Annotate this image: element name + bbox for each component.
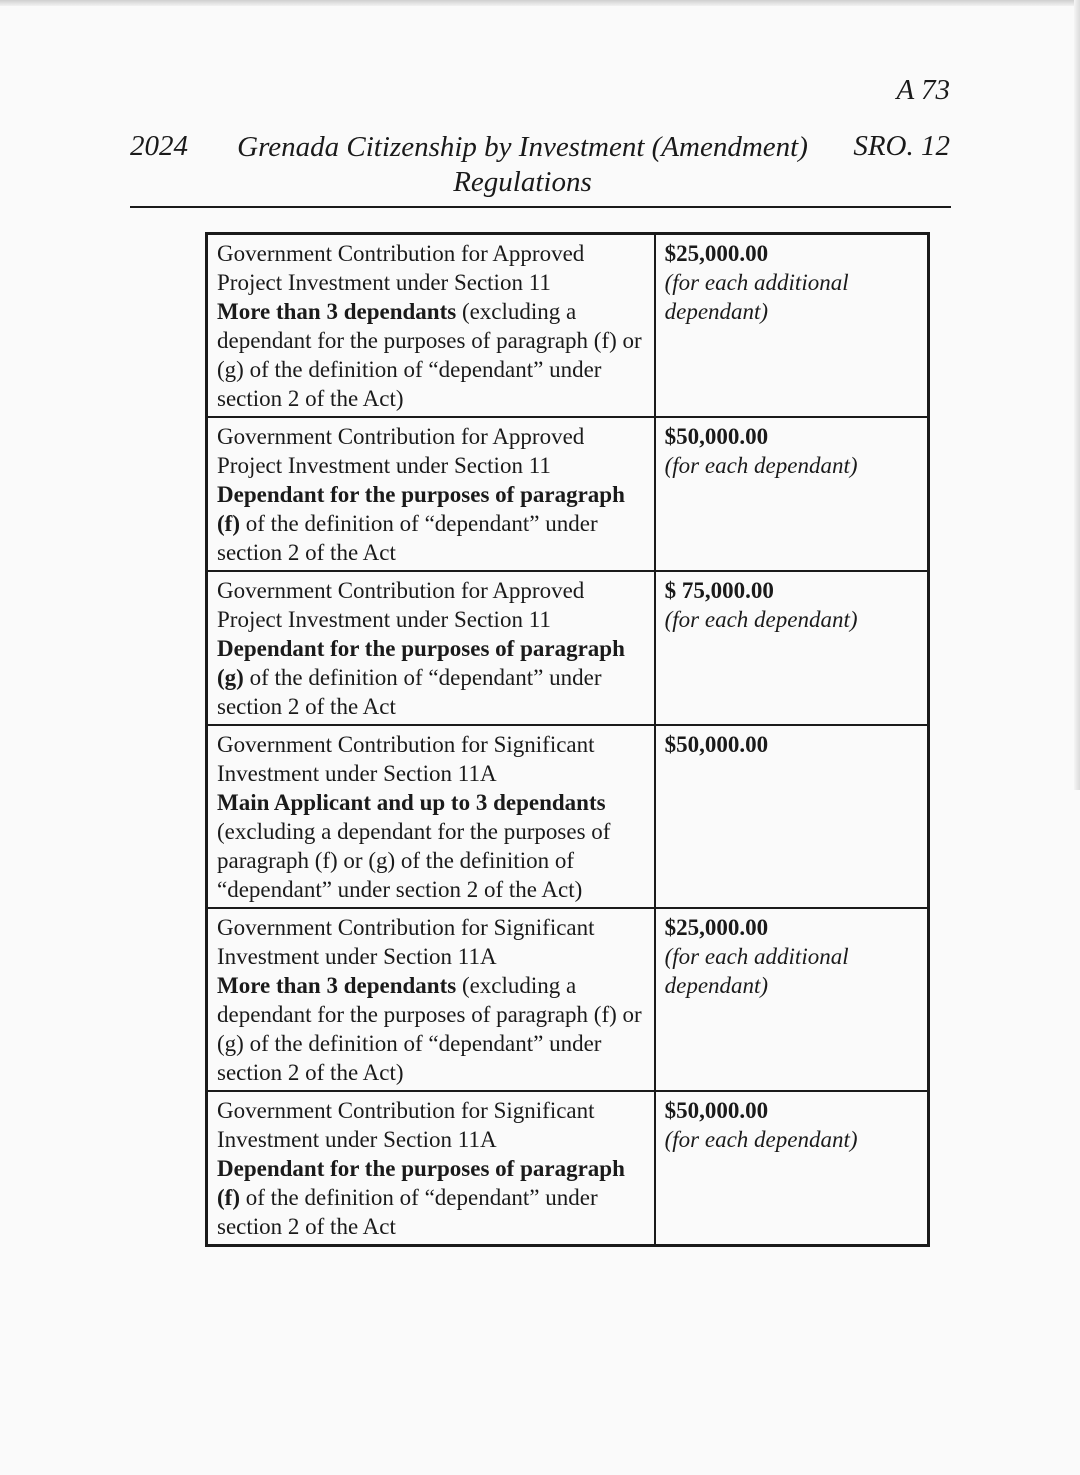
amount-value: $50,000.00 xyxy=(664,1098,769,1123)
amount-value: $50,000.00 xyxy=(664,424,769,449)
running-head xyxy=(130,130,950,210)
table-row xyxy=(207,234,929,418)
header-year: 2024 xyxy=(130,130,188,162)
description-line2: Investment under Section 11A xyxy=(217,1127,497,1152)
description-rest: of the definition of “dependant” under section 2 of the Act xyxy=(217,665,602,719)
description-cell xyxy=(207,908,655,1091)
description-cell xyxy=(207,1091,655,1246)
description-line2: Investment under Section 11A xyxy=(217,761,497,786)
amount-cell xyxy=(655,234,929,418)
amount-cell xyxy=(655,1091,929,1246)
description-bold: Dependant for the purposes of paragraph (f) xyxy=(217,1156,625,1210)
header-title-line2: Regulations xyxy=(453,166,592,198)
table-row xyxy=(207,908,929,1091)
description-line2: Project Investment under Section 11 xyxy=(217,607,551,632)
description-line1: Government Contribution for Significant xyxy=(217,1098,595,1123)
description-cell xyxy=(207,725,655,908)
table-row xyxy=(207,417,929,571)
description-bold: Dependant for the purposes of paragraph (g) xyxy=(217,636,625,690)
amount-note: (for each dependant) xyxy=(664,1127,858,1152)
amount-value: $25,000.00 xyxy=(664,241,769,266)
description-cell xyxy=(207,417,655,571)
amount-note: (for each additional dependant) xyxy=(664,944,849,998)
amount-value: $50,000.00 xyxy=(664,732,769,757)
table-row xyxy=(207,1091,929,1246)
amount-value: $ 75,000.00 xyxy=(664,578,774,603)
table-row xyxy=(207,571,929,725)
description-rest: of the definition of “dependant” under section 2 of the Act xyxy=(217,1185,598,1239)
header-title-line1: Grenada Citizenship by Investment (Amendment) xyxy=(237,131,808,163)
description-rest: of the definition of “dependant” under section 2 of the Act xyxy=(217,511,598,565)
page-top-edge xyxy=(0,0,1080,6)
page-right-edge xyxy=(1074,0,1080,790)
description-line2: Project Investment under Section 11 xyxy=(217,270,551,295)
description-rest: (excluding a dependant for the purposes of paragraph (f) or (g) of the definition of “dependant” under section 2 of the Act) xyxy=(217,299,642,411)
description-line2: Investment under Section 11A xyxy=(217,944,497,969)
description-rest: (excluding a dependant for the purposes of paragraph (f) or (g) of the definition of “dependant” under section 2 of the Act) xyxy=(217,819,611,902)
description-line1: Government Contribution for Approved xyxy=(217,241,585,266)
description-bold: More than 3 dependants xyxy=(217,299,457,324)
description-line1: Government Contribution for Approved xyxy=(217,578,585,603)
amount-note: (for each dependant) xyxy=(664,607,858,632)
description-cell xyxy=(207,571,655,725)
description-bold: Dependant for the purposes of paragraph (f) xyxy=(217,482,625,536)
description-bold: Main Applicant and up to 3 dependants xyxy=(217,790,606,815)
header-title xyxy=(230,130,815,200)
description-rest: (excluding a dependant for the purposes of paragraph (f) or (g) of the definition of “dependant” under section 2 of the Act) xyxy=(217,973,642,1085)
amount-cell xyxy=(655,908,929,1091)
description-line1: Government Contribution for Significant xyxy=(217,732,595,757)
header-sro: SRO. 12 xyxy=(853,130,950,162)
amount-cell xyxy=(655,725,929,908)
amount-cell xyxy=(655,571,929,725)
header-rule xyxy=(130,206,951,208)
page-number: A 73 xyxy=(896,74,950,106)
amount-note: (for each additional dependant) xyxy=(664,270,849,324)
description-bold: More than 3 dependants xyxy=(217,973,457,998)
description-line2: Project Investment under Section 11 xyxy=(217,453,551,478)
amount-cell xyxy=(655,417,929,571)
amount-value: $25,000.00 xyxy=(664,915,769,940)
description-line1: Government Contribution for Approved xyxy=(217,424,585,449)
description-cell xyxy=(207,234,655,418)
contribution-table xyxy=(205,232,930,1247)
table-row xyxy=(207,725,929,908)
description-line1: Government Contribution for Significant xyxy=(217,915,595,940)
amount-note: (for each dependant) xyxy=(664,453,858,478)
